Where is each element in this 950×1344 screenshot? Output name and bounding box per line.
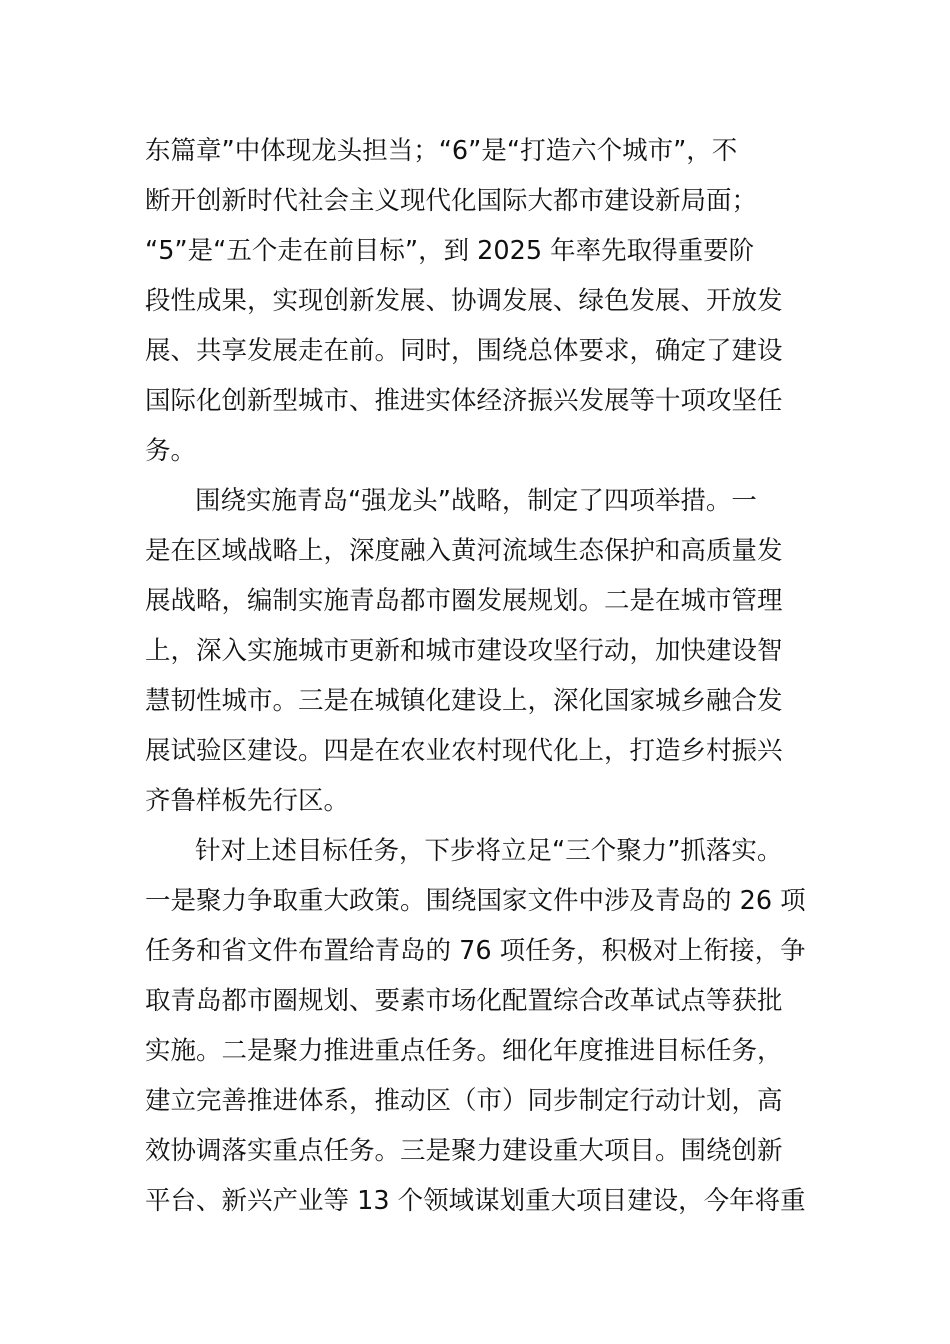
document-body bbox=[145, 126, 810, 1226]
paragraph-line: 齐鲁样板先行区。 bbox=[145, 786, 350, 816]
paragraph-line: 建立完善推进体系，推动区（市）同步制定行动计划，高 bbox=[145, 1086, 783, 1116]
paragraph-line: 断开创新时代社会主义现代化国际大都市建设新局面； bbox=[145, 186, 758, 216]
paragraph-3 bbox=[145, 826, 810, 1226]
paragraph-line: 取青岛都市圈规划、要素市场化配置综合改革试点等获批 bbox=[145, 986, 783, 1016]
paragraph-line: 段性成果，实现创新发展、协调发展、绿色发展、开放发 bbox=[145, 286, 783, 316]
paragraph-line: 展战略，编制实施青岛都市圈发展规划。二是在城市管理 bbox=[145, 586, 783, 616]
paragraph-line: 任务和省文件布置给青岛的 76 项任务，积极对上衔接，争 bbox=[145, 936, 806, 966]
paragraph-line: 务。 bbox=[145, 436, 197, 466]
paragraph-line: 东篇章”中体现龙头担当；“6”是“打造六个城市”，不 bbox=[145, 136, 738, 166]
paragraph-line: 上，深入实施城市更新和城市建设攻坚行动，加快建设智 bbox=[145, 636, 783, 666]
paragraph-1 bbox=[145, 126, 810, 476]
paragraph-line: 展、共享发展走在前。同时，围绕总体要求，确定了建设 bbox=[145, 336, 783, 366]
paragraph-line: 慧韧性城市。三是在城镇化建设上，深化国家城乡融合发 bbox=[145, 686, 783, 716]
paragraph-line: 一是聚力争取重大政策。围绕国家文件中涉及青岛的 26 项 bbox=[145, 886, 806, 916]
paragraph-line: 国际化创新型城市、推进实体经济振兴发展等十项攻坚任 bbox=[145, 386, 783, 416]
paragraph-line: 是在区域战略上，深度融入黄河流域生态保护和高质量发 bbox=[145, 536, 783, 566]
paragraph-first-line: 围绕实施青岛“强龙头”战略，制定了四项举措。一 bbox=[195, 486, 757, 516]
paragraph-line: 效协调落实重点任务。三是聚力建设重大项目。围绕创新 bbox=[145, 1136, 783, 1166]
paragraph-line: “5”是“五个走在前目标”，到 2025 年率先取得重要阶 bbox=[145, 236, 755, 266]
paragraph-2 bbox=[145, 476, 810, 826]
paragraph-line: 展试验区建设。四是在农业农村现代化上，打造乡村振兴 bbox=[145, 736, 783, 766]
paragraph-line: 实施。二是聚力推进重点任务。细化年度推进目标任务， bbox=[145, 1036, 783, 1066]
paragraph-first-line: 针对上述目标任务，下步将立足“三个聚力”抓落实。 bbox=[195, 836, 783, 866]
paragraph-line: 平台、新兴产业等 13 个领域谋划重大项目建设，今年将重 bbox=[145, 1186, 806, 1216]
